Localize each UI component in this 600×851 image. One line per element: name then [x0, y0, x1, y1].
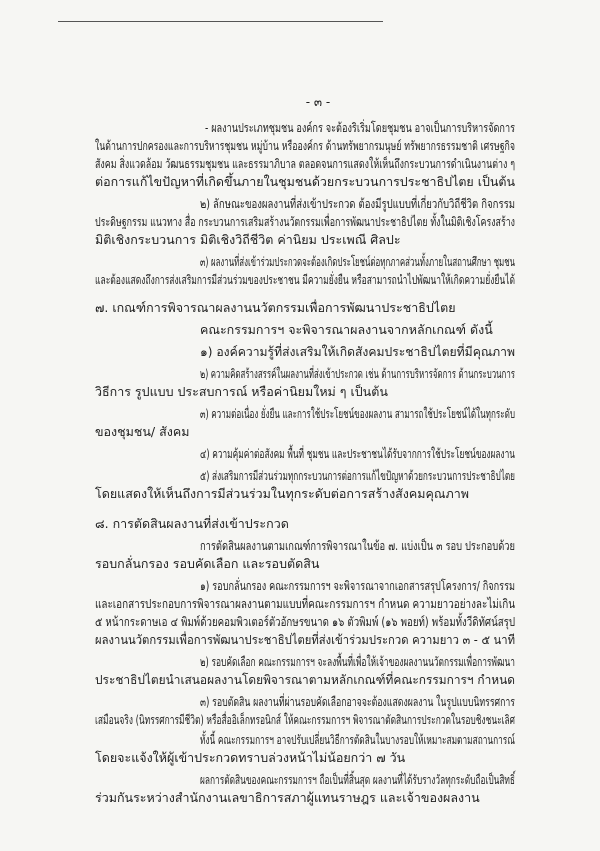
round-1-line-3: ๕ หน้ากระดาษเอ ๔ พิมพ์ด้วยคอมพิวเตอร์ตัวอักษรขนาด ๑๖ ตัวพิมพ์ (๑๖ พอยท์) พร้อมทั้งวีดิทัศน์สรุป [95, 614, 515, 629]
community-works-line-3: สังคม สิ่งแวดล้อม วัฒนธรรมชุมชน และธรรมาภิบาล ตลอดจนการแสดงให้เห็นถึงกระบวนการดำเนินงานต่าง ๆ [95, 156, 515, 171]
criterion-2-line-1: ๒) ความคิดสร้างสรรค์ในผลงานที่ส่งเข้าประกวด เช่น ด้านการบริหารจัดการ ด้านกระบวนการ [200, 366, 515, 381]
criterion-3-line-2: ของชุมชน/ สังคม [95, 424, 190, 439]
community-works-line-2: ในด้านการปกครองและการบริหารชุมชน หมู่บ้าน หรือองค์กร ด้านทรัพยากรมนุษย์ ทรัพยากรธรรมชาติ เศรษฐกิจ [95, 138, 515, 153]
criterion-3-line-1: ๓) ความต่อเนื่อง ยั่งยืน และการใช้ประโยชน์ของผลงาน สามารถใช้ประโยชน์ได้ในทุกระดับ [200, 406, 515, 421]
section-8-heading: ๘. การตัดสินผลงานที่ส่งเข้าประกวด [95, 516, 289, 531]
section-7-heading: ๗. เกณฑ์การพิจารณาผลงานนวัตกรรมเพื่อการพัฒนาประชาธิปไตย [95, 300, 456, 315]
community-works-line-1: - ผลงานประเภทชุมชน องค์กร จะต้องริเริ่มโดยชุมชน อาจเป็นการบริหารจัดการ [205, 120, 515, 135]
note-line-2: โดยจะแจ้งให้ผู้เข้าประกวดทราบล่วงหน้าไม่น้อยกว่า ๗ วัน [95, 750, 406, 765]
round-2-line-2: ประชาธิปไตยนำเสนอผลงานโดยพิจารณาตามหลักเกณฑ์ที่คณะกรรมการฯ กำหนด [95, 672, 515, 687]
criterion-5-line-1: ๕) ส่งเสริมการมีส่วนร่วมทุกกระบวนการต่อการแก้ไขปัญหาด้วยกระบวนการประชาธิปไตย [200, 468, 515, 483]
section-8-intro-line-2: รอบกลั่นกรอง รอบคัดเลือก และรอบตัดสิน [95, 556, 320, 571]
round-1-line-4: ผลงานนวัตกรรมเพื่อการพัฒนาประชาธิปไตยที่ส่งเข้าร่วมประกวด ความยาว ๓ - ๕ นาที [95, 632, 515, 647]
community-works-line-4: ต่อการแก้ไขปัญหาที่เกิดขึ้นภายในชุมชนด้วยกระบวนการประชาธิปไตย เป็นต้น [95, 174, 515, 189]
section-6-item-3-line-1: ๓) ผลงานที่ส่งเข้าร่วมประกวดจะต้องเกิดประโยชน์ต่อทุกภาคส่วนทั้งภายในสถานศึกษา ชุมชน [200, 254, 515, 269]
section-7-intro: คณะกรรมการฯ จะพิจารณาผลงานจากหลักเกณฑ์ ดังนี้ [200, 322, 493, 337]
section-6-item-3-line-2: และต้องแสดงถึงการส่งเสริมการมีส่วนร่วมของประชาชน มีความยั่งยืน หรือสามารถนำไปพัฒนาให้เกิดความยั่งยืนได้ [95, 272, 515, 287]
section-6-item-2-line-2: ประดิษฐกรรม แนวทาง สื่อ กระบวนการเสริมสร้างนวัตกรรมเพื่อการพัฒนาประชาธิปไตย ทั้งในมิติเชิงโครงสร้าง [95, 214, 515, 229]
section-8-intro-line-1: การตัดสินผลงานตามเกณฑ์การพิจารณาในข้อ ๗. แบ่งเป็น ๓ รอบ ประกอบด้วย [200, 538, 515, 553]
round-1-line-2: และเอกสารประกอบการพิจารณาผลงานตามแบบที่คณะกรรมการฯ กำหนด ความยาวอย่างละไม่เกิน [95, 596, 515, 611]
note-line-1: ทั้งนี้ คณะกรรมการฯ อาจปรับเปลี่ยนวิธีการตัดสินในบางรอบให้เหมาะสมตามสถานการณ์ [200, 732, 515, 747]
criterion-1-line-1: ๑) องค์ความรู้ที่ส่งเสริมให้เกิดสังคมประชาธิปไตยที่มีคุณภาพ [200, 344, 515, 359]
section-6-item-2-line-3: มิติเชิงกระบวนการ มิติเชิงวิถีชีวิต ค่านิยม ประเพณี ศิลปะ [95, 232, 401, 247]
criterion-2-line-2: วิธีการ รูปแบบ ประสบการณ์ หรือค่านิยมใหม่ ๆ เป็นต้น [95, 384, 388, 399]
section-6-item-2-line-1: ๒) ลักษณะของผลงานที่ส่งเข้าประกวด ต้องมีรูปแบบที่เกี่ยวกับวิถีชีวิต กิจกรรม [200, 196, 515, 211]
round-3-line-1: ๓) รอบตัดสิน ผลงานที่ผ่านรอบคัดเลือกอาจจะต้องแสดงผลงาน ในรูปแบบนิทรรศการ [200, 694, 515, 709]
round-2-line-1: ๒) รอบคัดเลือก คณะกรรมการฯ จะลงพื้นที่เพื่อให้เจ้าของผลงานนวัตกรรมเพื่อการพัฒนา [200, 654, 515, 669]
round-3-line-2: เสมือนจริง (นิทรรศการมีชีวิต) หรือสื่ออิเล็กทรอนิกส์ ให้คณะกรรมการฯ พิจารณาตัดสินการประกวดในรอบชิงชนะเลิศ [95, 712, 515, 727]
criterion-5-line-2: โดยแสดงให้เห็นถึงการมีส่วนร่วมในทุกระดับต่อการสร้างสังคมคุณภาพ [95, 486, 469, 501]
round-1-line-1: ๑) รอบกลั่นกรอง คณะกรรมการฯ จะพิจารณาจากเอกสารสรุปโครงการ/ กิจกรรม [200, 578, 515, 593]
final-result-line-2: ร่วมกันระหว่างสำนักงานเลขาธิการสภาผู้แทนราษฎร และเจ้าของผลงาน [95, 790, 480, 805]
page-number: - ๓ - [305, 95, 331, 109]
criterion-4-line-1: ๔) ความคุ้มค่าต่อสังคม พื้นที่ ชุมชน และประชาชนได้รับจากการใช้ประโยชน์ของผลงาน [200, 446, 515, 461]
final-result-line-1: ผลการตัดสินของคณะกรรมการฯ ถือเป็นที่สิ้นสุด ผลงานที่ได้รับรางวัลทุกระดับถือเป็นสิทธิ์ [200, 772, 515, 787]
header-rule [58, 21, 383, 22]
